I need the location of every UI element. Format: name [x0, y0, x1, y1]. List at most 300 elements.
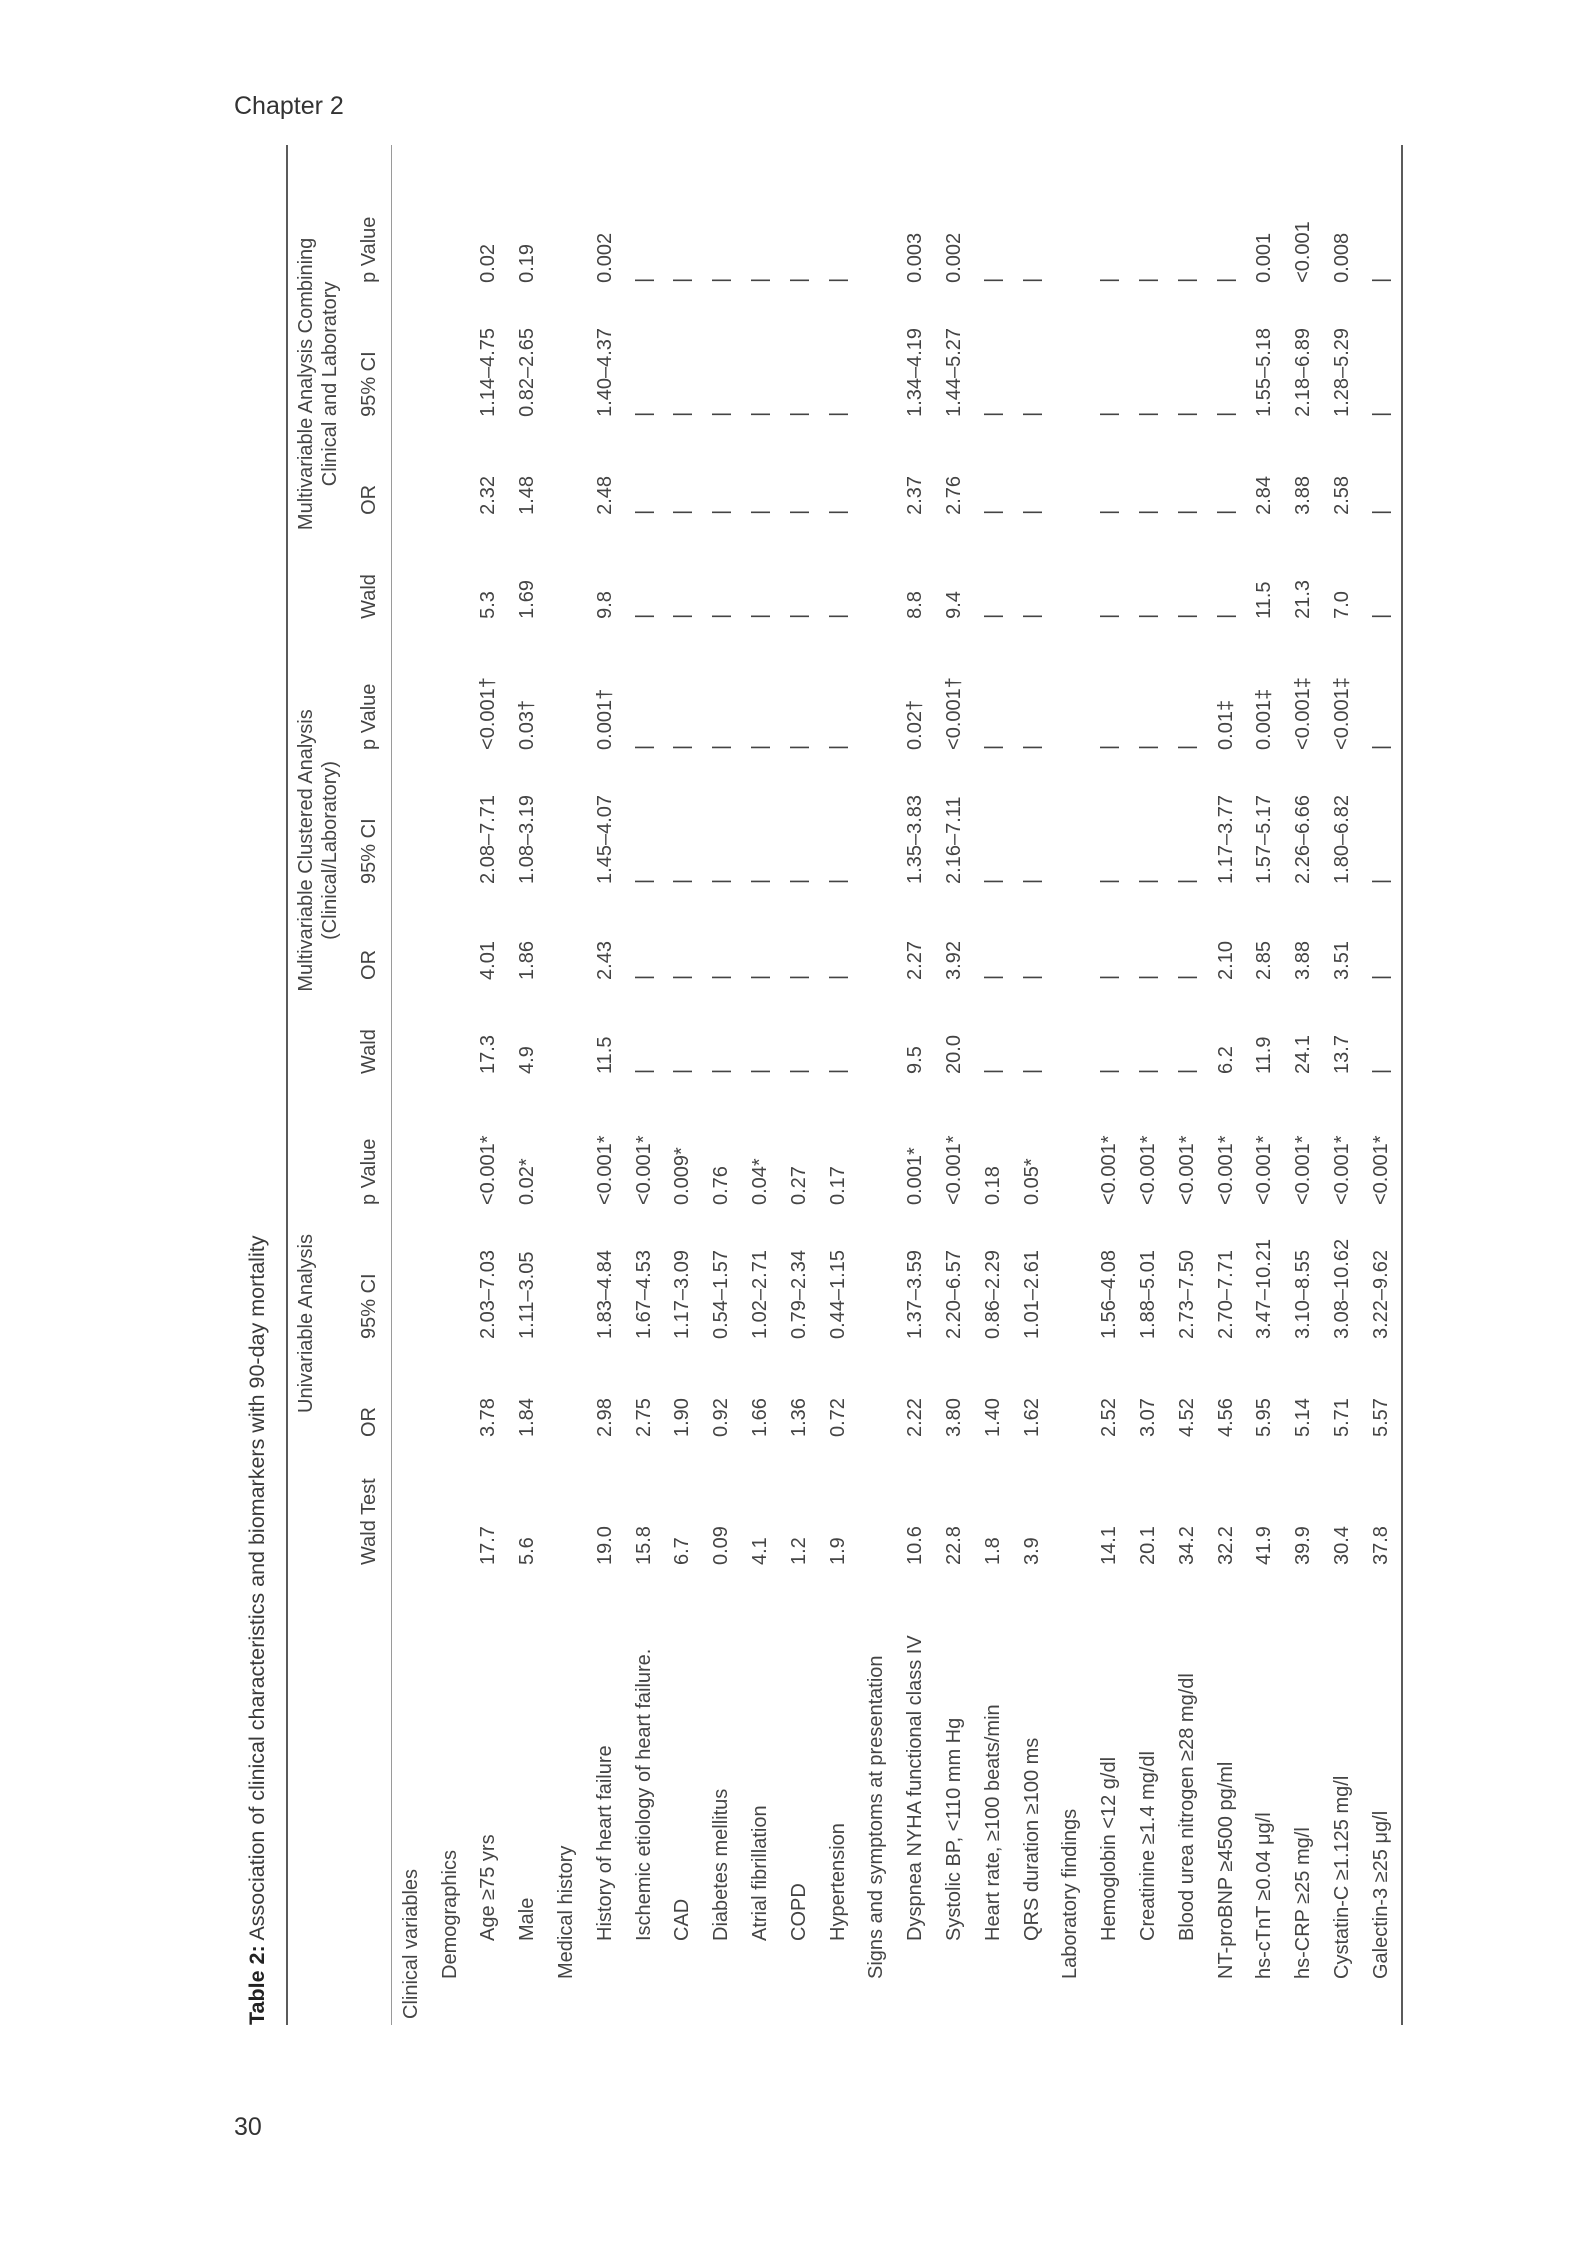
table-caption-label: Table 2:: [245, 1945, 269, 2025]
table-cell: [547, 1441, 586, 1569]
table-cell: |: [1098, 613, 1121, 619]
table-cell: 3.80: [943, 1398, 966, 1437]
table-cell: |: [1098, 744, 1121, 750]
table-cell: 1.17–3.09: [671, 1250, 694, 1339]
table-cell: [1052, 1343, 1091, 1441]
table-cell: |: [1175, 509, 1198, 515]
table-cell: [1052, 1209, 1091, 1343]
table-cell: |: [1137, 744, 1160, 750]
table-cell: 17.7: [477, 1526, 500, 1565]
column-header: OR: [347, 1343, 392, 1441]
table-cell: 2.22: [904, 1398, 927, 1437]
row-label: History of heart failure: [593, 1745, 616, 1941]
table-cell: |: [981, 613, 1004, 619]
table-cell: <0.001‡: [1292, 677, 1315, 750]
table-cell: [858, 145, 897, 287]
table-cell: [392, 1209, 431, 1343]
column-header: Wald: [347, 984, 392, 1078]
table-cell: |: [1175, 411, 1198, 417]
row-label: Cystatin-C ≥1.125 mg/l: [1331, 1775, 1354, 1979]
table-cell: |: [710, 509, 733, 515]
table-cell: 1.86: [516, 941, 539, 980]
row-label: Heart rate, ≥100 beats/min: [981, 1704, 1004, 1941]
table-cell: |: [1175, 974, 1198, 980]
table-cell: 0.44–1.15: [826, 1250, 849, 1339]
table-cell: 2.98: [593, 1398, 616, 1437]
column-header: p Value: [347, 145, 392, 287]
table-cell: 37.8: [1362, 1441, 1402, 1569]
table-cell: [1052, 1078, 1091, 1209]
table-cell: |: [1362, 519, 1402, 623]
table-cell: |: [749, 974, 772, 980]
table-cell: 1.17–3.77: [1214, 794, 1237, 884]
table-cell: |: [671, 744, 694, 750]
table-cell: 0.79–2.34: [787, 1250, 810, 1339]
table-cell: |: [826, 509, 849, 515]
table-cell: [858, 623, 897, 754]
table-cell: 2.70–7.71: [1214, 1250, 1237, 1339]
table-cell: <0.001*: [593, 1135, 616, 1205]
table-cell: 6.2: [1214, 1046, 1237, 1074]
table-cell: |: [710, 411, 733, 417]
table-cell: [1052, 984, 1091, 1078]
table-cell: 1.57–5.17: [1253, 794, 1276, 884]
table-cell: 10.6: [904, 1526, 927, 1565]
table-cell: 4.1: [749, 1537, 772, 1565]
table-cell: |: [1098, 411, 1121, 417]
table-cell: [392, 1343, 431, 1441]
row-label: Atrial fibrillation: [749, 1805, 772, 1941]
table-cell: |: [981, 277, 1004, 283]
table-cell: <0.001†: [943, 677, 966, 750]
table-cell: 4.52: [1175, 1398, 1198, 1437]
table-cell: |: [1020, 878, 1043, 884]
table-cell: 0.009*: [671, 1147, 694, 1205]
table-cell: |: [787, 878, 810, 884]
column-header: 95% CI: [347, 1209, 392, 1343]
table-cell: 0.54–1.57: [710, 1250, 733, 1339]
column-header: OR: [347, 421, 392, 519]
table-cell: |: [749, 509, 772, 515]
table-cell: 0.001‡: [1253, 688, 1276, 750]
table-cell: 0.001*: [904, 1147, 927, 1205]
table-cell: |: [671, 509, 694, 515]
table-cell: 0.92: [710, 1398, 733, 1437]
table-caption: [228, 145, 286, 2025]
table-cell: [431, 145, 470, 287]
table-cell: |: [981, 744, 1004, 750]
table-cell: 1.84: [516, 1398, 539, 1437]
table-cell: 5.71: [1331, 1398, 1354, 1437]
table-cell: [858, 287, 897, 421]
table-cell: [547, 1343, 586, 1441]
row-label: Hypertension: [826, 1823, 849, 1941]
table-cell: |: [671, 878, 694, 884]
table-cell: |: [1137, 411, 1160, 417]
table-cell: 1.08–3.19: [516, 794, 539, 884]
table-cell: |: [1020, 974, 1043, 980]
table-row: [741, 145, 780, 2025]
results-table: [286, 145, 1403, 2025]
table-cell: 2.75: [632, 1398, 655, 1437]
table-cell: 7.0: [1331, 591, 1354, 619]
table-cell: [858, 1343, 897, 1441]
table-cell: 0.09: [710, 1526, 733, 1565]
table-cell: [547, 519, 586, 623]
table-cell: 1.40: [981, 1398, 1004, 1437]
table-cell: 1.44–5.27: [943, 327, 966, 417]
table-cell: |: [1214, 277, 1237, 283]
header-clustered: [287, 623, 347, 1078]
table-cell: [1052, 145, 1091, 287]
table-cell: 1.80–6.82: [1331, 794, 1354, 884]
table-cell: [431, 623, 470, 754]
table-cell: 20.1: [1137, 1526, 1160, 1565]
table-row: [1284, 145, 1323, 2025]
table-cell: 34.2: [1175, 1526, 1198, 1565]
row-label: Blood urea nitrogen ≥28 mg/dl: [1175, 1673, 1198, 1941]
table-cell: |: [826, 878, 849, 884]
table-cell: |: [710, 277, 733, 283]
table-cell: 2.84: [1253, 475, 1276, 515]
table-cell: 2.85: [1253, 941, 1276, 980]
table-cell: |: [1137, 509, 1160, 515]
column-header: 95% CI: [347, 287, 392, 421]
table-cell: |: [1020, 277, 1043, 283]
row-label: Systolic BP, <110 mm Hg: [943, 1717, 966, 1941]
table-cell: 4.56: [1214, 1398, 1237, 1437]
table-cell: 4.01: [477, 941, 500, 980]
table-row: [1362, 145, 1402, 2025]
table-cell: 1.9: [826, 1537, 849, 1565]
running-head: Chapter 2: [234, 92, 344, 120]
table-cell: 0.008: [1331, 232, 1354, 283]
table-cell: 2.08–7.71: [477, 794, 500, 884]
table-cell: [547, 145, 586, 287]
table-cell: [1052, 888, 1091, 984]
table-cell: |: [671, 277, 694, 283]
table-cell: 1.90: [671, 1398, 694, 1437]
table-cell: [431, 1209, 470, 1343]
table-cell: 2.58: [1331, 475, 1354, 515]
table-cell: |: [1175, 613, 1198, 619]
table-cell: [392, 623, 431, 754]
table-cell: |: [981, 509, 1004, 515]
table-cell: 11.5: [1253, 581, 1276, 619]
table-cell: |: [981, 878, 1004, 884]
table-cell: [392, 145, 431, 287]
table-cell: |: [710, 974, 733, 980]
table-row: [1090, 145, 1129, 2025]
table-cell: |: [1362, 287, 1402, 421]
table-cell: [547, 984, 586, 1078]
table-cell: 1.11–3.05: [516, 1251, 539, 1339]
table-cell: 13.7: [1331, 1035, 1354, 1074]
table-cell: 0.05*: [1020, 1158, 1043, 1205]
column-header: Wald Test: [347, 1441, 392, 1569]
table-cell: 1.56–4.08: [1098, 1250, 1121, 1339]
table-cell: 1.83–4.84: [593, 1250, 616, 1339]
row-label: Diabetes mellitus: [710, 1788, 733, 1941]
table-cell: 0.002: [943, 232, 966, 283]
table-cell: [392, 421, 431, 519]
table-cell: |: [671, 411, 694, 417]
column-header: OR: [347, 888, 392, 984]
table-cell: 1.37–3.59: [904, 1250, 927, 1339]
table-cell: |: [1362, 421, 1402, 519]
table-cell: [392, 984, 431, 1078]
table-cell: |: [787, 744, 810, 750]
table-row: [431, 145, 470, 2025]
table-cell: 5.3: [477, 591, 500, 619]
table-cell: [1052, 754, 1091, 888]
row-label: Clinical variables: [399, 1868, 422, 2019]
table-cell: 0.86–2.29: [981, 1250, 1004, 1339]
table-cell: |: [632, 509, 655, 515]
table-cell: 2.48: [593, 475, 616, 515]
table-cell: 1.40–4.37: [593, 327, 616, 417]
column-header: p Value: [347, 623, 392, 754]
table-cell: 5.14: [1292, 1398, 1315, 1437]
table-cell: 3.9: [1020, 1537, 1043, 1565]
table-cell: [1052, 287, 1091, 421]
column-header: Wald: [347, 519, 392, 623]
table-cell: |: [632, 878, 655, 884]
table-cell: |: [671, 613, 694, 619]
table-cell: [392, 287, 431, 421]
table-cell: 3.47–10.21: [1253, 1238, 1276, 1339]
row-label: Creatinine ≥1.4 mg/dl: [1137, 1751, 1160, 1941]
table-cell: <0.001*: [1362, 1078, 1402, 1209]
table-cell: 2.43: [593, 941, 616, 980]
table-cell: 1.14–4.75: [477, 327, 500, 417]
header-group-row: [287, 145, 347, 2025]
table-cell: |: [632, 1068, 655, 1074]
table-cell: <0.001*: [477, 1135, 500, 1205]
table-cell: |: [749, 878, 772, 884]
table-cell: [858, 1441, 897, 1569]
table-cell: |: [787, 974, 810, 980]
table-row: [1129, 145, 1168, 2025]
table-cell: |: [826, 974, 849, 980]
table-cell: |: [710, 878, 733, 884]
table-cell: [431, 984, 470, 1078]
table-cell: 2.52: [1098, 1398, 1121, 1437]
table-cell: 0.001: [1253, 232, 1276, 283]
table-cell: [858, 1078, 897, 1209]
table-cell: 9.8: [593, 591, 616, 619]
table-cell: 1.66: [749, 1398, 772, 1437]
table-cell: [858, 754, 897, 888]
table-cell: [547, 1078, 586, 1209]
table-cell: 2.73–7.50: [1175, 1250, 1198, 1339]
table-cell: |: [1137, 613, 1160, 619]
table-cell: [431, 519, 470, 623]
table-cell: 1.69: [516, 579, 539, 619]
table-cell: 3.92: [943, 941, 966, 980]
row-label: Laboratory findings: [1059, 1808, 1082, 1979]
table-cell: |: [1214, 411, 1237, 417]
table-cell: [431, 1441, 470, 1569]
table-cell: |: [1020, 744, 1043, 750]
row-label: Male: [516, 1897, 539, 1941]
table-cell: |: [826, 411, 849, 417]
table-cell: 4.9: [516, 1046, 539, 1074]
table-cell: <0.001*: [1331, 1135, 1354, 1205]
table-cell: <0.001: [1292, 221, 1315, 283]
table-row: [470, 145, 509, 2025]
table-cell: |: [981, 974, 1004, 980]
table-cell: [431, 1343, 470, 1441]
table-cell: |: [632, 277, 655, 283]
table-cell: |: [671, 974, 694, 980]
row-label: Dyspnea NYHA functional class IV: [904, 1635, 927, 1941]
table-cell: 3.22–9.62: [1362, 1209, 1402, 1343]
table-cell: 9.5: [904, 1046, 927, 1074]
table-cell: 0.82–2.65: [516, 327, 539, 417]
table-cell: |: [1362, 754, 1402, 888]
row-label: Galectin-3 ≥25 μg/l: [1362, 1569, 1402, 2025]
table-cell: 1.02–2.71: [749, 1250, 772, 1339]
table-cell: |: [1098, 1068, 1121, 1074]
row-label: Hemoglobin <12 g/dl: [1098, 1756, 1121, 1941]
table-cell: 32.2: [1214, 1526, 1237, 1565]
row-label: CAD: [671, 1898, 694, 1941]
header-label-blank: [347, 1569, 392, 2025]
table-row: [1207, 145, 1246, 2025]
table-cell: [547, 888, 586, 984]
table-cell: 11.5: [593, 1036, 616, 1074]
table-row: [1052, 145, 1091, 2025]
row-label: COPD: [787, 1883, 810, 1941]
table-cell: 0.02†: [904, 699, 927, 750]
header-clustered-line2: (Clinical/Laboratory): [319, 760, 341, 940]
table-cell: 1.8: [981, 1537, 1004, 1565]
table-row: [702, 145, 741, 2025]
table-cell: |: [787, 509, 810, 515]
table-cell: [392, 754, 431, 888]
table-cell: 5.57: [1362, 1343, 1402, 1441]
table-cell: 1.67–4.53: [632, 1250, 655, 1339]
table-cell: 24.1: [1292, 1035, 1315, 1074]
table-cell: <0.001‡: [1331, 677, 1354, 750]
table-cell: 0.76: [710, 1166, 733, 1205]
table-cell: |: [1175, 878, 1198, 884]
table-cell: 17.3: [477, 1035, 500, 1074]
table-cell: |: [1175, 744, 1198, 750]
table-cell: 3.10–8.55: [1292, 1250, 1315, 1339]
table-cell: 2.16–7.11: [943, 796, 966, 884]
header-blank: [287, 1569, 347, 2025]
table-cell: |: [1362, 888, 1402, 984]
table-cell: 2.27: [904, 941, 927, 980]
table-cell: [392, 1078, 431, 1209]
table-cell: [431, 754, 470, 888]
table-row: [935, 145, 974, 2025]
table-cell: 1.45–4.07: [593, 794, 616, 884]
table-cell: [547, 754, 586, 888]
table-row: [1323, 145, 1362, 2025]
row-label: Medical history: [555, 1845, 578, 1979]
table-cell: 0.17: [826, 1166, 849, 1205]
table-cell: 2.32: [477, 475, 500, 515]
header-combined-line1: Multivariable Analysis Combining: [295, 237, 317, 531]
row-label: hs-cTnT ≥0.04 μg/l: [1253, 1812, 1276, 1979]
header-combined-line2: Clinical and Laboratory: [319, 281, 341, 487]
table-cell: |: [710, 1068, 733, 1074]
table-cell: <0.001*: [632, 1135, 655, 1205]
table-cell: [1052, 1441, 1091, 1569]
table-cell: |: [1098, 277, 1121, 283]
table-cell: |: [826, 613, 849, 619]
row-label: Ischemic etiology of heart failure.: [632, 1648, 655, 1941]
table-cell: [1052, 421, 1091, 519]
table-body: [392, 145, 1402, 2025]
table-cell: |: [632, 744, 655, 750]
table-cell: <0.001*: [1137, 1135, 1160, 1205]
table-cell: |: [826, 1068, 849, 1074]
table-row: [625, 145, 664, 2025]
table-cell: 20.0: [943, 1035, 966, 1074]
table-cell: 5.6: [516, 1537, 539, 1565]
table-cell: [392, 1441, 431, 1569]
table-cell: <0.001*: [1098, 1135, 1121, 1205]
rotated-table-container: [228, 145, 1408, 2025]
table-cell: 8.8: [904, 591, 927, 619]
table-cell: <0.001†: [477, 677, 500, 750]
table-row: [780, 145, 819, 2025]
table-cell: 0.02*: [516, 1158, 539, 1205]
table-cell: 2.26–6.66: [1292, 794, 1315, 884]
table-row: [392, 145, 431, 2025]
table-cell: <0.001*: [943, 1135, 966, 1205]
table-cell: |: [1098, 878, 1121, 884]
table-cell: |: [1362, 984, 1402, 1078]
table-cell: 22.8: [943, 1526, 966, 1565]
table-cell: [858, 984, 897, 1078]
table-cell: |: [1098, 974, 1121, 980]
table-cell: [392, 888, 431, 984]
table-row: [896, 145, 935, 2025]
table-cell: 11.9: [1253, 1036, 1276, 1074]
table-caption-text: Association of clinical characteristics and biomarkers with 90-day mortality: [245, 1235, 269, 1946]
table-cell: 0.02: [477, 243, 500, 283]
table-cell: 0.18: [981, 1166, 1004, 1205]
table-cell: |: [710, 613, 733, 619]
table-row: [508, 145, 547, 2025]
table-cell: [858, 519, 897, 623]
table-cell: 30.4: [1331, 1526, 1354, 1565]
table-row: [664, 145, 703, 2025]
table-cell: 2.37: [904, 475, 927, 515]
table-cell: 1.36: [787, 1398, 810, 1437]
table-cell: 3.78: [477, 1398, 500, 1437]
table-cell: |: [1175, 1068, 1198, 1074]
table-cell: |: [981, 1068, 1004, 1074]
table-cell: 3.88: [1292, 475, 1315, 515]
table-cell: |: [1137, 277, 1160, 283]
table-row: [1246, 145, 1285, 2025]
table-cell: |: [671, 1068, 694, 1074]
table-cell: 3.08–10.62: [1331, 1238, 1354, 1339]
table-cell: [547, 623, 586, 754]
table-cell: |: [749, 277, 772, 283]
table-cell: |: [1214, 613, 1237, 619]
table-cell: 0.002: [593, 232, 616, 283]
table-cell: [1052, 519, 1091, 623]
table-cell: |: [1362, 623, 1402, 754]
table-cell: |: [632, 974, 655, 980]
